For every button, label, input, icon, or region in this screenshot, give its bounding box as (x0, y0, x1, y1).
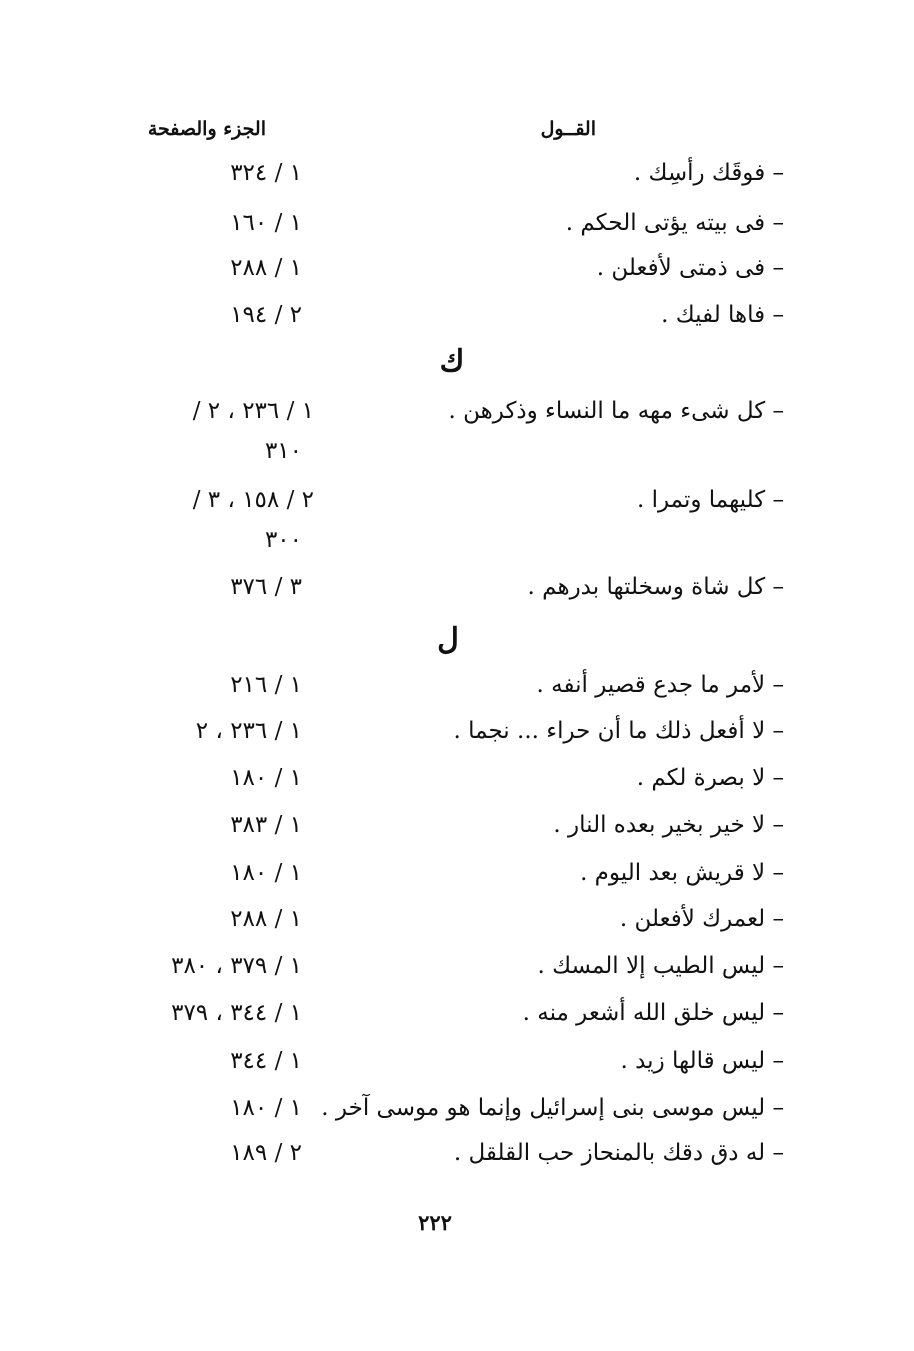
index-entry (0, 302, 914, 342)
entry-quote: – فى ذمتى لأفعلن . (596, 255, 784, 281)
index-entry (0, 812, 914, 852)
entry-reference: ٢ / ١٨٩ (230, 1140, 302, 1166)
entry-reference: ١ / ١٨٠ (230, 860, 302, 886)
entry-reference: ١ / ٢١٦ (230, 672, 302, 698)
entry-reference: ١ / ٣٨٣ (230, 812, 302, 838)
index-entry (0, 210, 914, 250)
index-entry (0, 160, 914, 200)
index-entry (0, 574, 914, 614)
index-entry (0, 718, 914, 758)
entry-reference: ٢ / ١٥٨ ، ٣ / (192, 487, 314, 513)
entry-quote: – لأمر ما جدع قصير أنفه . (536, 672, 784, 698)
entry-quote: – ليس الطيب إلا المسك . (537, 953, 784, 979)
section-letter-lam: ل (437, 622, 459, 657)
index-entry (0, 1140, 914, 1180)
entry-reference: ١ / ١٦٠ (230, 210, 302, 236)
index-entry (0, 906, 914, 946)
entry-quote: – ليس قالها زيد . (620, 1048, 784, 1074)
entry-quote: – لا بصرة لكم . (636, 765, 784, 791)
index-entry (0, 398, 914, 464)
entry-quote: – لا قريش بعد اليوم . (580, 860, 784, 886)
index-entry (0, 1000, 914, 1040)
entry-quote: – لعمرك لأفعلن . (619, 906, 784, 932)
entry-quote: – كليهما وتمرا . (636, 487, 784, 513)
index-entry (0, 672, 914, 712)
index-entry (0, 765, 914, 805)
index-entry (0, 1095, 914, 1135)
entry-reference-continued: ٣١٠ (264, 438, 302, 464)
entry-reference: ١ / ٢٣٦ ، ٢ (195, 718, 302, 744)
index-entry (0, 953, 914, 993)
entry-reference: ١ / ٣٧٩ ، ٣٨٠ (171, 953, 302, 979)
entry-quote: – لا خير بخير بعده النار . (553, 812, 784, 838)
entry-quote: – فى بيته يؤتى الحكم . (565, 210, 784, 236)
entry-quote: – ليس خلق الله أشعر منه . (522, 1000, 784, 1026)
index-entry (0, 860, 914, 900)
page-number: ٢٢٢ (418, 1210, 452, 1235)
index-entry (0, 487, 914, 553)
entry-quote: – كل شاة وسخلتها بدرهم . (527, 574, 784, 600)
entry-quote: – ليس موسى بنى إسرائيل وإنما هو موسى آخر . (321, 1095, 784, 1121)
entry-reference: ١ / ١٨٠ (230, 1095, 302, 1121)
entry-quote: – لا أفعل ذلك ما أن حراء ... نجما . (453, 718, 784, 744)
entry-reference: ١ / ٢٣٦ ، ٢ / (192, 398, 314, 424)
entry-reference: ٣ / ٣٧٦ (230, 574, 302, 600)
entry-quote: – له دق دقك بالمنحاز حب القلقل . (453, 1140, 784, 1166)
entry-reference: ١ / ٢٨٨ (230, 255, 302, 281)
entry-reference-continued: ٣٠٠ (264, 527, 302, 553)
quote-column-header: القــول (540, 118, 596, 140)
entry-reference: ١ / ٣٤٤ ، ٣٧٩ (171, 1000, 302, 1026)
index-entry (0, 1048, 914, 1088)
section-letter-kaf: ك (439, 344, 465, 379)
entry-quote: – كل شىء مهه ما النساء وذكرهن . (448, 398, 784, 424)
entry-reference: ٢ / ١٩٤ (230, 302, 302, 328)
entry-quote: – فاها لفيك . (661, 302, 784, 328)
entry-reference: ١ / ٣٤٤ (230, 1048, 302, 1074)
entry-reference: ١ / ٣٢٤ (230, 160, 302, 186)
entry-reference: ١ / ١٨٠ (230, 765, 302, 791)
index-entry (0, 255, 914, 295)
entry-quote: – فوقَك رأسِك . (633, 160, 784, 186)
entry-reference: ١ / ٢٨٨ (230, 906, 302, 932)
reference-column-header: الجزء والصفحة (147, 118, 266, 140)
